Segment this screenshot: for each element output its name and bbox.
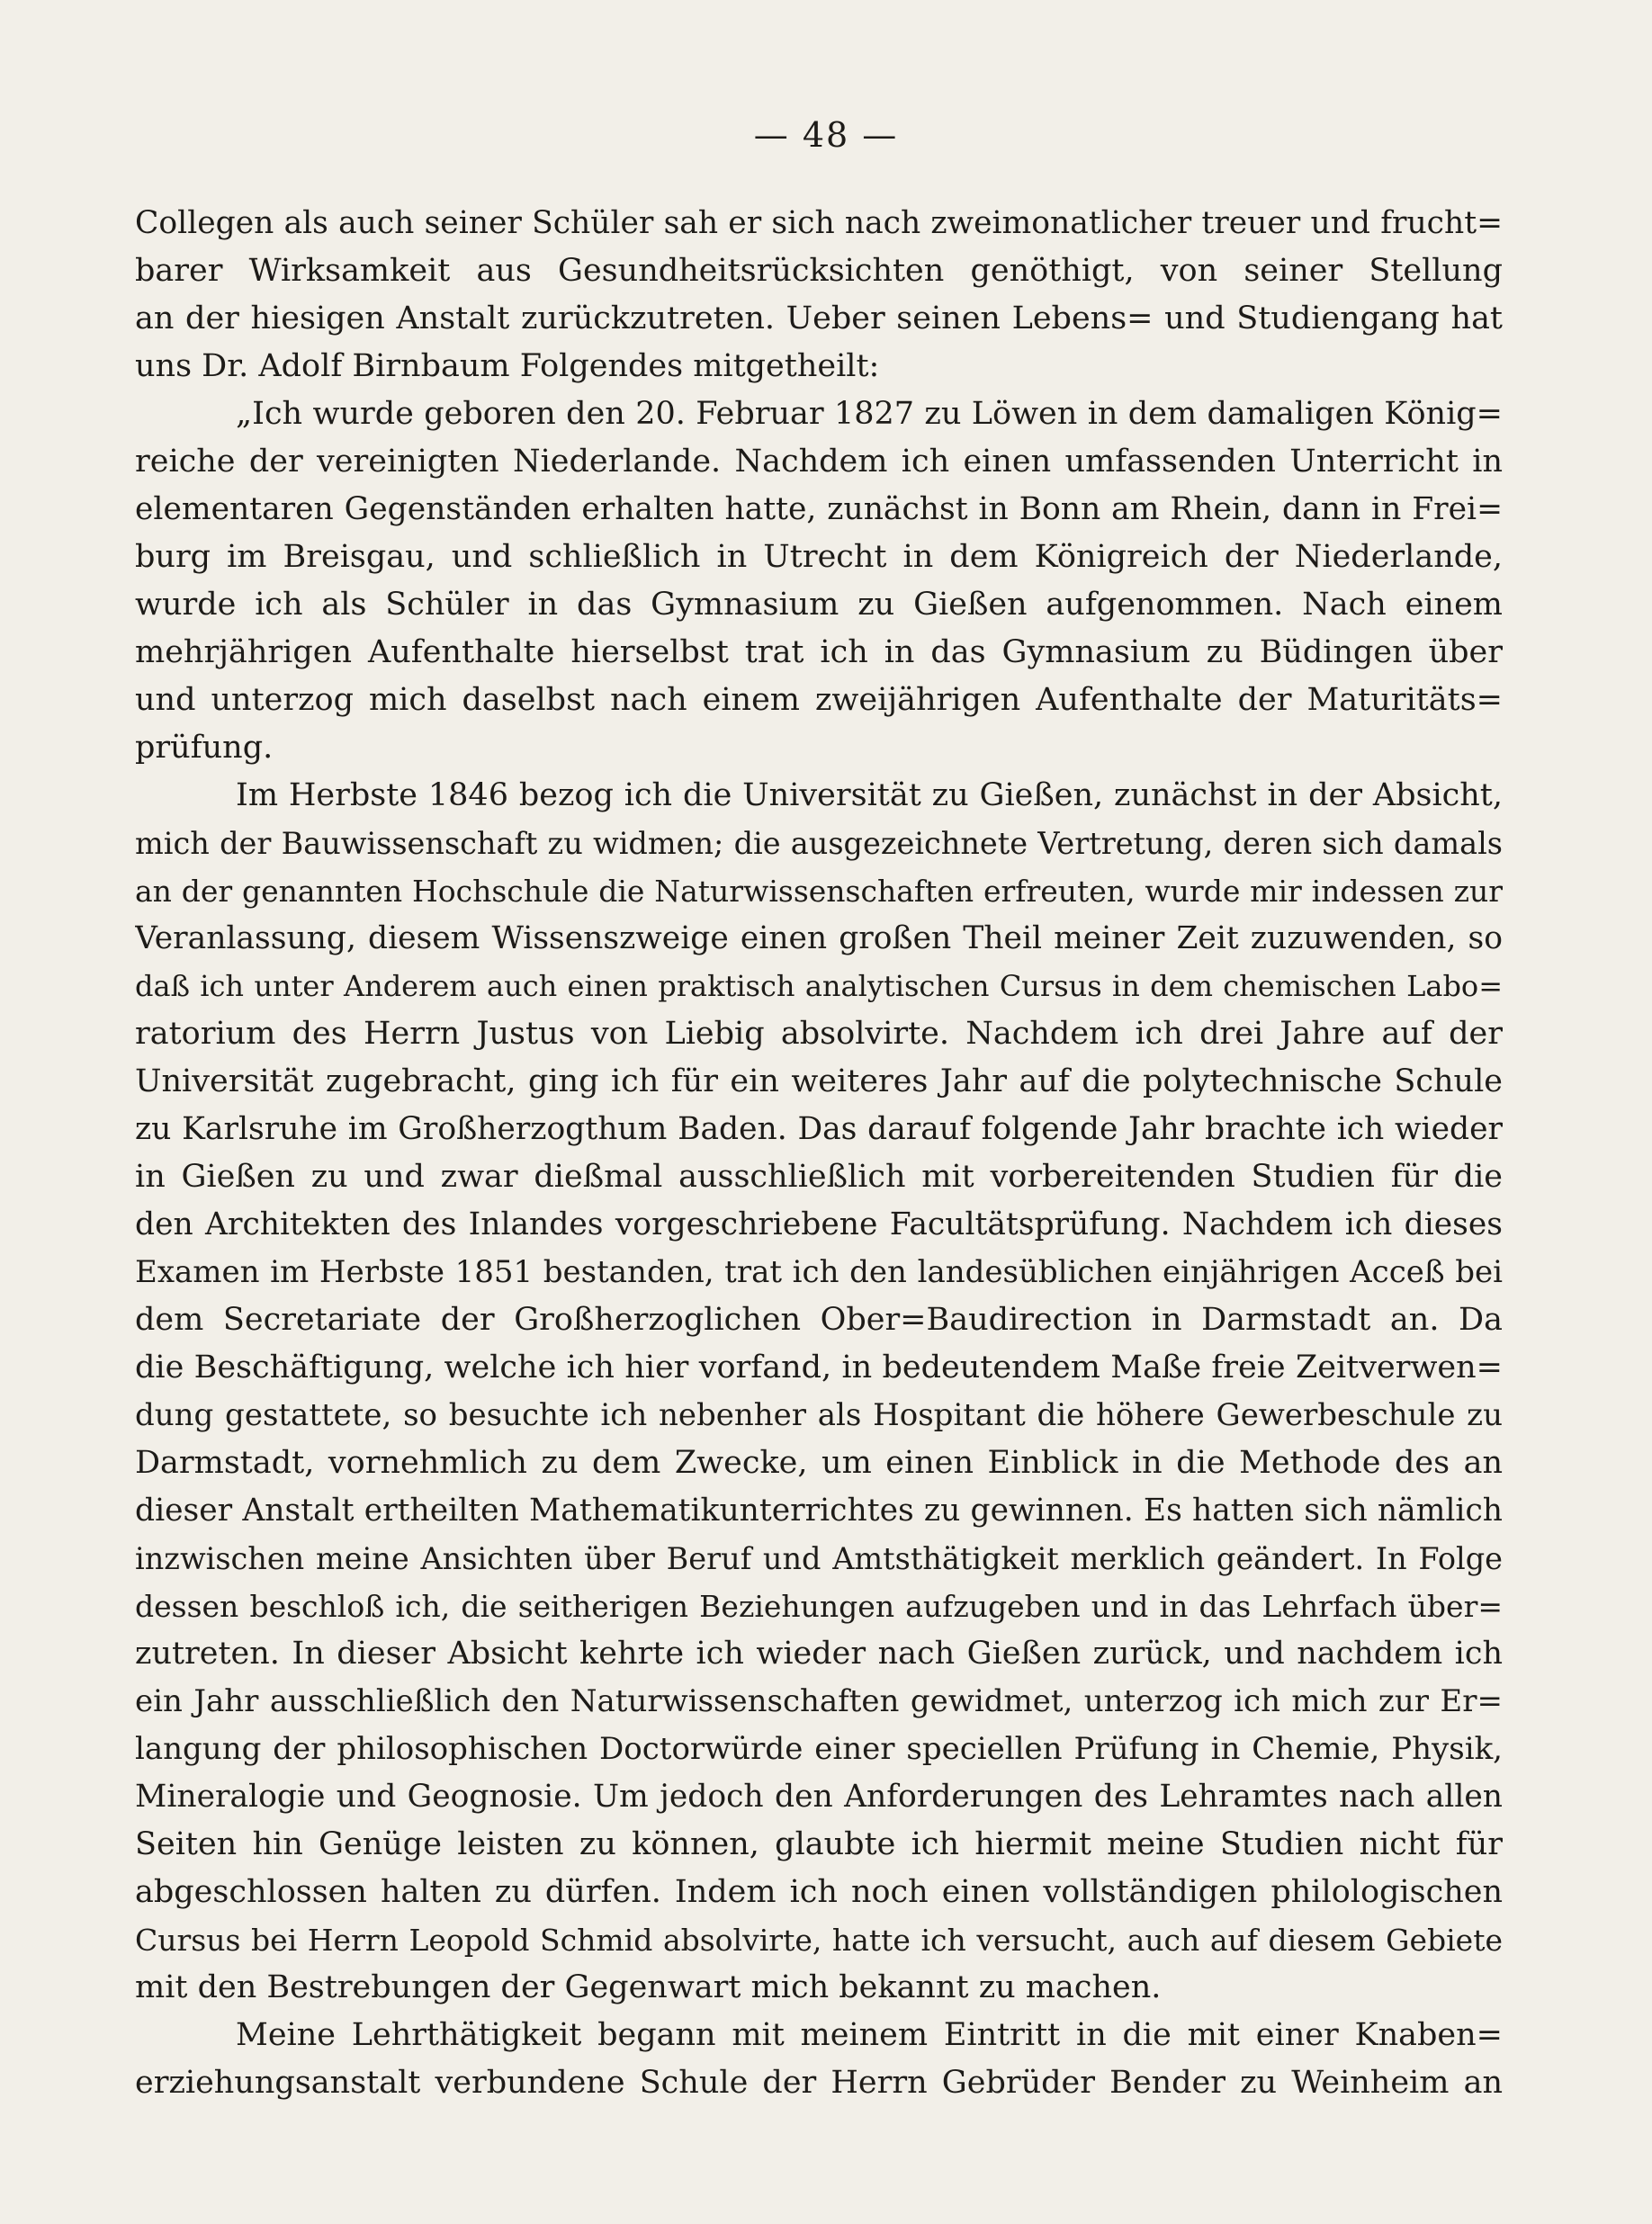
text-line: barer Wirksamkeit aus Gesundheitsrücksichten genöthigt, von seiner Stellung xyxy=(135,253,1503,289)
text-line: uns Dr. Adolf Birnbaum Folgendes mitgetheilt: xyxy=(135,348,880,384)
text-line: prüfung. xyxy=(135,730,274,766)
text-line: dieser Anstalt ertheilten Mathematikunterrichtes zu gewinnen. Es hatten sich nämlich xyxy=(135,1493,1503,1529)
text-line: elementaren Gegenständen erhalten hatte, zunächst in Bonn am Rhein, dann in Frei= xyxy=(135,491,1503,527)
text-line: Collegen als auch seiner Schüler sah er sich nach zweimonatlicher treuer und frucht= xyxy=(135,205,1503,241)
text-line: und unterzog mich daselbst nach einem zweijährigen Aufenthalte der Maturitäts= xyxy=(135,682,1503,718)
text-line: mich der Bauwissenschaft zu widmen; die ausgezeichnete Vertretung, deren sich damals xyxy=(135,826,1503,861)
text-line: inzwischen meine Ansichten über Beruf und Amtsthätigkeit merklich geändert. In Folge xyxy=(135,1541,1503,1576)
text-line: den Architekten des Inlandes vorgeschriebene Facultätsprüfung. Nachdem ich dieses xyxy=(135,1206,1503,1242)
text-line: mit den Bestrebungen der Gegenwart mich bekannt zu machen. xyxy=(135,1969,1162,2005)
text-line: Seiten hin Genüge leisten zu können, glaubte ich hiermit meine Studien nicht für xyxy=(135,1826,1503,1862)
text-line: die Beschäftigung, welche ich hier vorfand, in bedeutendem Maße freie Zeitverwen= xyxy=(135,1350,1503,1386)
text-line: Cursus bei Herrn Leopold Schmid absolvirte, hatte ich versucht, auch auf diesem Gebiete xyxy=(135,1923,1503,1958)
text-line: Universität zugebracht, ging ich für ein weiteres Jahr auf die polytechnische Schule xyxy=(135,1063,1503,1099)
text-line: Darmstadt, vornehmlich zu dem Zwecke, um einen Einblick in die Methode des an xyxy=(135,1445,1503,1481)
text-line: Examen im Herbste 1851 bestanden, trat ich den landesüblichen einjährigen Acceß bei xyxy=(135,1254,1503,1290)
text-line: burg im Breisgau, und schließlich in Utrecht in dem Königreich der Niederlande, xyxy=(135,539,1503,575)
text-line: Im Herbste 1846 bezog ich die Universität zu Gießen, zunächst in der Absicht, xyxy=(236,777,1503,813)
text-line: an der hiesigen Anstalt zurückzutreten. Ueber seinen Lebens= und Studiengang hat xyxy=(135,300,1503,336)
text-line: Veranlassung, diesem Wissenszweige einen großen Theil meiner Zeit zuzuwenden, so xyxy=(135,920,1503,956)
text-line: daß ich unter Anderem auch einen praktisch analytischen Cursus in dem chemischen Labo= xyxy=(135,969,1503,1003)
text-line: dem Secretariate der Großherzoglichen Ober=Baudirection in Darmstadt an. Da xyxy=(135,1302,1503,1338)
text-line: ein Jahr ausschließlich den Naturwissenschaften gewidmet, unterzog ich mich zur Er= xyxy=(135,1683,1503,1719)
text-line: Mineralogie und Geognosie. Um jedoch den Anforderungen des Lehramtes nach allen xyxy=(135,1779,1503,1815)
text-line: dessen beschloß ich, die seitherigen Beziehungen aufzugeben und in das Lehrfach über= xyxy=(135,1589,1503,1624)
text-line: reiche der vereinigten Niederlande. Nachdem ich einen umfassenden Unterricht in xyxy=(135,444,1503,480)
text-line: an der genannten Hochschule die Naturwissenschaften erfreuten, wurde mir indessen zur xyxy=(135,874,1503,909)
text-line: zutreten. In dieser Absicht kehrte ich wieder nach Gießen zurück, und nachdem ich xyxy=(135,1636,1503,1672)
text-line: Meine Lehrthätigkeit begann mit meinem Eintritt in die mit einer Knaben= xyxy=(236,2017,1503,2053)
text-line: in Gießen zu und zwar dießmal ausschließlich mit vorbereitenden Studien für die xyxy=(135,1159,1503,1195)
text-line: abgeschlossen halten zu dürfen. Indem ich noch einen vollständigen philologischen xyxy=(135,1874,1503,1910)
text-line: mehrjährigen Aufenthalte hierselbst trat ich in das Gymnasium zu Büdingen über xyxy=(135,634,1503,670)
text-line: dung gestattete, so besuchte ich nebenher als Hospitant die höhere Gewerbeschule zu xyxy=(135,1397,1503,1433)
text-line: langung der philosophischen Doctorwürde einer speciellen Prüfung in Chemie, Physik, xyxy=(135,1731,1503,1767)
text-line: „Ich wurde geboren den 20. Februar 1827 zu Löwen in dem damaligen König= xyxy=(236,396,1503,432)
page-number: — 48 — xyxy=(753,115,899,155)
text-line: wurde ich als Schüler in das Gymnasium zu Gießen aufgenommen. Nach einem xyxy=(135,587,1503,623)
text-line: ratorium des Herrn Justus von Liebig absolvirte. Nachdem ich drei Jahre auf der xyxy=(135,1016,1503,1052)
body-text xyxy=(135,200,1503,2107)
text-line: zu Karlsruhe im Großherzogthum Baden. Das darauf folgende Jahr brachte ich wieder xyxy=(135,1111,1503,1147)
text-line: erziehungsanstalt verbundene Schule der Herrn Gebrüder Bender zu Weinheim an xyxy=(135,2065,1503,2101)
